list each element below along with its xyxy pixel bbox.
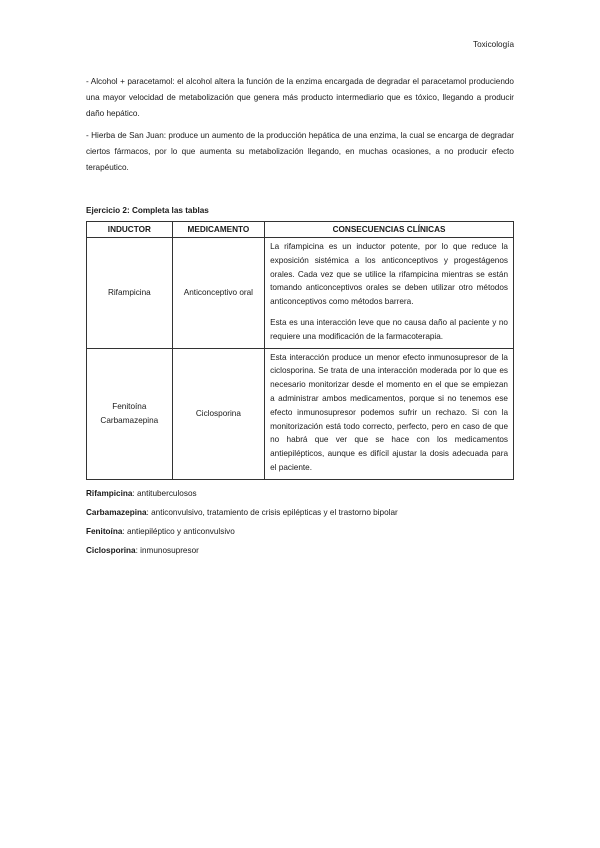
- cell-medicamento: Anticonceptivo oral: [172, 238, 264, 349]
- document-body: [86, 74, 514, 560]
- consequence-paragraph: Esta es una interacción leve que no causa daño al paciente y no requiere una modificación de la farmacoterapia.: [270, 317, 508, 341]
- inductor-name: Fenitoína: [112, 401, 147, 411]
- definition-term: Ciclosporina: [86, 545, 136, 555]
- header-inductor: INDUCTOR: [87, 222, 173, 238]
- paragraph-alcohol-paracetamol: - Alcohol + paracetamol: el alcohol altera la función de la enzima encargada de degradar el paracetamol produciendo una mayor velocidad de metabolización que genera más producto intermediario que es tóxico, llegando a producir daño hepático.: [86, 77, 514, 118]
- definition-term: Fenitoína: [86, 526, 123, 536]
- header-consecuencias: CONSECUENCIAS CLÍNICAS: [265, 222, 514, 238]
- definition-item: [86, 503, 514, 522]
- table-header-row: [87, 222, 514, 238]
- interactions-table: [86, 221, 514, 480]
- cell-inductor: [87, 348, 173, 479]
- cell-consecuencias: [265, 238, 514, 349]
- cell-inductor: [87, 238, 173, 349]
- cell-consecuencias: [265, 348, 514, 479]
- consequence-paragraph: Esta interacción produce un menor efecto inmunosupresor de la ciclosporina. Se trata de una interacción moderada por lo que es necesario monitorizar desde el momento en el que se empiezan a administrar ambos medicamentos, porque si no tenemos ese efecto inmunosupresor podemos sufrir un rechazo. Si con la monitorización está todo correcto, perfecto, pero en caso de que no habrá que ver que se hace con los medicamentos antiepilépticos, aunque es difícil ajustar la dosis adecuada para el paciente.: [270, 352, 508, 472]
- cell-medicamento: Ciclosporina: [172, 348, 264, 479]
- definition-text: : inmunosupresor: [135, 545, 199, 555]
- inductor-name: Rifampicina: [107, 287, 151, 297]
- header-medicamento: MEDICAMENTO: [172, 222, 264, 238]
- definition-term: Rifampicina: [86, 488, 133, 498]
- definition-text: : antituberculosos: [132, 488, 197, 498]
- exercise-title: Ejercicio 2: Completa las tablas: [86, 206, 209, 215]
- definition-text: : antiepiléptico y anticonvulsivo: [122, 526, 235, 536]
- table-row: [87, 238, 514, 349]
- table-row: [87, 348, 514, 479]
- definition-item: [86, 541, 514, 560]
- definition-text: : anticonvulsivo, tratamiento de crisis epilépticas y el trastorno bipolar: [146, 507, 398, 517]
- definitions-list: [86, 484, 514, 560]
- inductor-name: Carbamazepina: [100, 415, 159, 425]
- paragraph-hierba-san-juan: - Hierba de San Juan: produce un aumento de la producción hepática de una enzima, la cual se encarga de degradar ciertos fármacos, por lo que aumenta su metabolización llegando, en muchas ocasiones, a no producir efecto terapéutico.: [86, 131, 514, 172]
- consequence-paragraph: La rifampicina es un inductor potente, por lo que reduce la exposición sistémica a los anticonceptivos y progestágenos orales. Cada vez que se utilice la rifampicina mientras se están tomando anticonceptivos orales se deben utilizar otro métodos anticonceptivos como métodos barrera.: [270, 242, 508, 307]
- page-header-title: Toxicología: [473, 40, 514, 49]
- definition-item: [86, 484, 514, 503]
- definition-term: Carbamazepina: [86, 507, 147, 517]
- definition-item: [86, 522, 514, 541]
